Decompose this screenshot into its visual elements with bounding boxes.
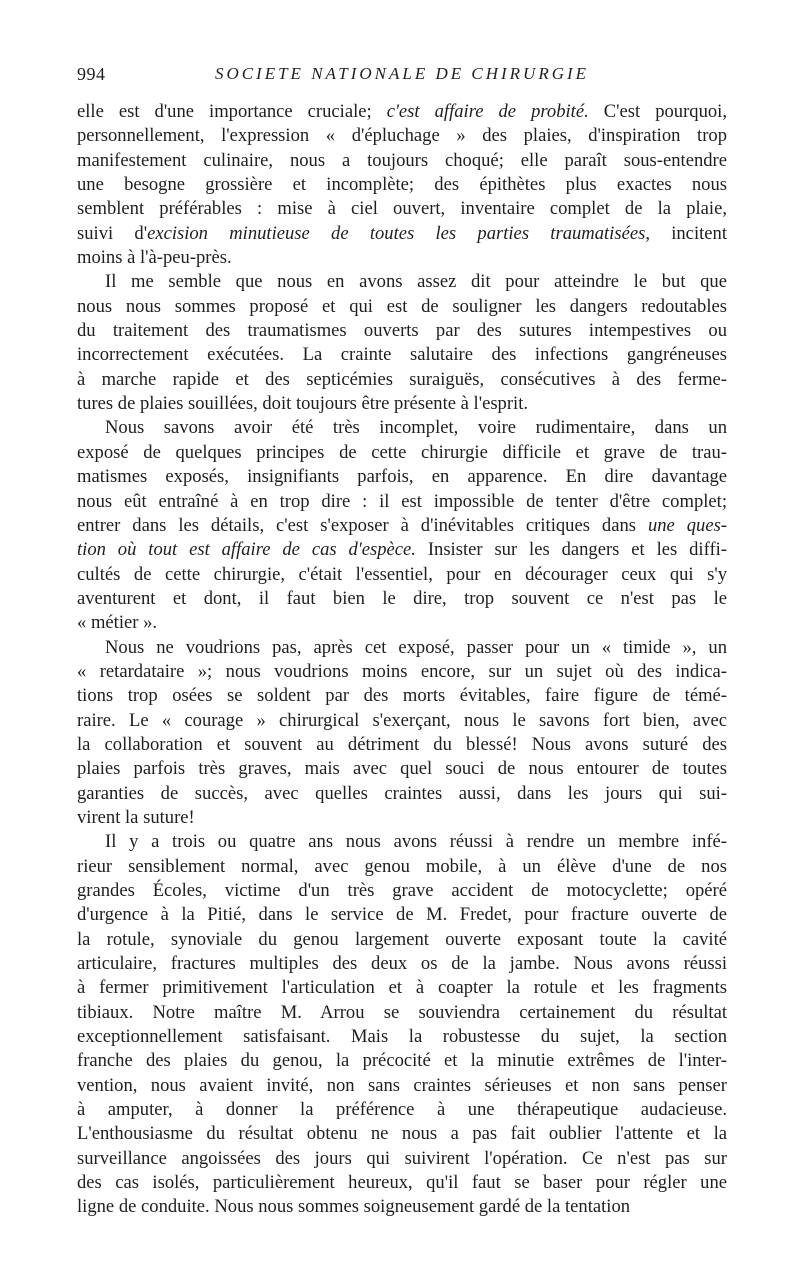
text-line [77, 660, 727, 684]
text-line [77, 587, 727, 611]
text-line [77, 368, 727, 392]
text-segment: nous eût entraîné à en trop dire : il est impossible de tenter d'être complet; [77, 490, 727, 512]
text-line [77, 270, 727, 294]
text-segment: franche des plaies du genou, la précocité et la minutie extrêmes de l'inter- [77, 1050, 727, 1072]
text-line [77, 392, 727, 416]
paragraph [77, 100, 727, 270]
text-line [77, 222, 727, 246]
paragraph [77, 416, 727, 635]
text-segment: la rotule, synoviale du genou largement ouverte exposant toute la cavité [77, 928, 727, 950]
text-line [77, 952, 727, 976]
text-segment: « retardataire »; nous voudrions moins encore, sur un sujet où des indica- [77, 660, 727, 682]
text-segment: Il y a trois ou quatre ans nous avons réussi à rendre un membre infé- [105, 831, 727, 853]
text-segment: tures de plaies souillées, doit toujours être présente à l'esprit. [77, 393, 529, 415]
text-line [77, 1098, 727, 1122]
running-title: SOCIETE NATIONALE DE CHIRURGIE [214, 64, 590, 83]
text-segment: exceptionnellement satisfaisant. Mais la robustesse du sujet, la section [77, 1026, 727, 1048]
text-line [77, 319, 727, 343]
text-segment: tibiaux. Notre maître M. Arrou se souviendra certainement du résultat [77, 1001, 727, 1023]
text-line [77, 733, 727, 757]
body-text [77, 100, 727, 1220]
text-segment: raire. Le « courage » chirurgical s'exerçant, nous le savons fort bien, avec [77, 709, 727, 731]
text-line [77, 343, 727, 367]
text-segment: Nous ne voudrions pas, après cet exposé, passer pour un « timide », un [105, 636, 727, 658]
text-segment: à marche rapide et des septicémies suraiguës, consécutives à des ferme- [77, 368, 727, 390]
italic-text: une ques- [647, 514, 728, 536]
text-segment: à amputer, à donner la préférence à une thérapeutique audacieuse. [77, 1099, 727, 1121]
text-segment: d'urgence à la Pitié, dans le service de M. Fredet, pour fracture ouverte de [77, 904, 727, 926]
text-line [77, 295, 727, 319]
text-segment: semblent préférables : mise à ciel ouvert, inventaire complet de la plaie, [77, 198, 727, 220]
text-segment: moins à l'à-peu-près. [77, 247, 232, 269]
text-line [77, 709, 727, 733]
text-line [77, 1195, 727, 1219]
text-segment: rieur sensiblement normal, avec genou mobile, à un élève d'une de nos [77, 855, 727, 877]
text-segment: matismes exposés, insignifiants parfois, en apparence. En dire davantage [77, 466, 727, 488]
text-segment: manifestement culinaire, nous a toujours choqué; elle paraît sous-entendre [77, 149, 727, 171]
text-segment: articulaire, fractures multiples des deux os de la jambe. Nous avons réussi [77, 953, 727, 975]
text-segment: Nous savons avoir été très incomplet, voire rudimentaire, dans un [105, 417, 727, 439]
text-segment: ligne de conduite. Nous nous sommes soigneusement gardé de la tentation [77, 1196, 631, 1218]
text-segment: Insister sur les dangers et les diffi- [415, 539, 727, 561]
text-line [77, 538, 727, 562]
text-line [77, 855, 727, 879]
text-segment: L'enthousiasme du résultat obtenu ne nous a pas fait oublier l'attente et la [77, 1123, 727, 1145]
text-segment: personnellement, l'expression « d'épluchage » des plaies, d'inspiration trop [77, 125, 727, 147]
text-line [77, 1074, 727, 1098]
text-line [77, 757, 727, 781]
text-line [77, 441, 727, 465]
text-segment: une besogne grossière et incomplète; des épithètes plus exactes nous [77, 174, 727, 196]
text-line [77, 976, 727, 1000]
text-line [77, 173, 727, 197]
text-segment: incorrectement exécutées. La crainte salutaire des infections gangréneuses [77, 344, 727, 366]
text-line [77, 1049, 727, 1073]
text-line [77, 903, 727, 927]
text-line [77, 1122, 727, 1146]
text-segment: C'est pourquoi, [588, 101, 727, 122]
text-line [77, 1001, 727, 1025]
paragraph [77, 830, 727, 1220]
text-line [77, 100, 727, 124]
text-segment: elle est d'une importance cruciale; [77, 101, 387, 122]
text-line [77, 197, 727, 221]
text-segment: exposé de quelques principes de cette chirurgie difficile et grave de trau- [77, 441, 727, 463]
text-segment: vention, nous avaient invité, non sans craintes sérieuses et non sans penser [77, 1074, 727, 1096]
text-segment: nous nous sommes proposé et qui est de souligner les dangers redoutables [77, 295, 727, 317]
text-segment: du traitement des traumatismes ouverts par des sutures intempestives ou [77, 320, 727, 342]
text-line [77, 879, 727, 903]
text-line [77, 1025, 727, 1049]
text-segment: surveillance angoissées des jours qui suivirent l'opération. Ce n'est pas sur [77, 1147, 727, 1169]
text-segment: entrer dans les détails, c'est s'exposer à d'inévitables critiques dans [77, 514, 648, 536]
text-segment: , incitent [645, 222, 727, 244]
text-segment: cultés de cette chirurgie, c'était l'essentiel, pour en décourager ceux qui s'y [77, 563, 727, 585]
italic-text: c'est affaire de probité. [386, 101, 589, 122]
text-line [77, 149, 727, 173]
paragraph [77, 636, 727, 831]
italic-text: tion où tout est affaire de cas d'espèce. [77, 539, 416, 561]
text-line [77, 416, 727, 440]
text-segment: Il me semble que nous en avons assez dit pour atteindre le but que [105, 271, 727, 293]
text-line [77, 611, 727, 635]
paragraph [77, 270, 727, 416]
text-segment: des cas isolés, particulièrement heureux, qu'il faut se baser pour régler une [77, 1172, 727, 1194]
text-segment: « métier ». [77, 612, 158, 634]
text-line [77, 563, 727, 587]
text-line [77, 684, 727, 708]
text-line [77, 782, 727, 806]
text-line [77, 806, 727, 830]
text-segment: grandes Écoles, victime d'un très grave accident de motocyclette; opéré [77, 880, 727, 901]
text-segment: aventurent et dont, il faut bien le dire, trop souvent ce n'est pas le [77, 587, 727, 609]
text-segment: virent la suture! [77, 806, 195, 828]
text-line [77, 636, 727, 660]
text-line [77, 246, 727, 270]
text-segment: à fermer primitivement l'articulation et à coapter la rotule et les fragments [77, 977, 727, 999]
text-segment: suivi d' [77, 222, 148, 244]
text-line [77, 465, 727, 489]
text-line [77, 830, 727, 854]
page-number: 994 [77, 64, 106, 84]
text-line [77, 490, 727, 514]
text-line [77, 928, 727, 952]
page-header [77, 64, 727, 88]
text-segment: garanties de succès, avec quelles craintes aussi, dans les jours qui sui- [77, 782, 727, 804]
text-line [77, 514, 727, 538]
text-line [77, 1171, 727, 1195]
text-line [77, 1147, 727, 1171]
text-segment: plaies parfois très graves, mais avec quel souci de nous entourer de toutes [77, 758, 727, 780]
italic-text: excision minutieuse de toutes les parties traumatisées [147, 222, 646, 244]
text-segment: tions trop osées se soldent par des morts évitables, faire figure de témé- [77, 685, 727, 707]
text-line [77, 124, 727, 148]
text-segment: la collaboration et souvent au détriment du blessé! Nous avons suturé des [77, 733, 727, 755]
